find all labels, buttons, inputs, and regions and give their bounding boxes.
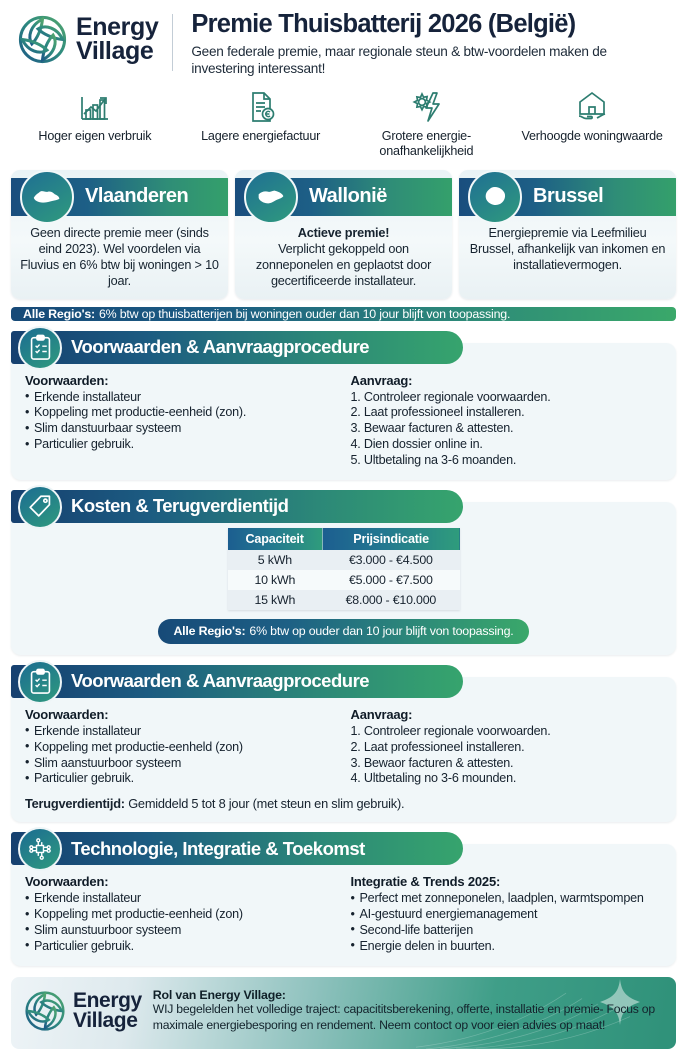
region-body-text: Verplicht gekoppeld oon zonneponelen en geplaotst door gecertificeerde installateur.: [255, 241, 432, 289]
section-header: [11, 665, 463, 698]
list-item: • Erkende installateur: [25, 724, 337, 740]
all-regions-pill-text: 6% btw op ouder dan 10 jour blijft von toopassing.: [249, 624, 514, 639]
wallonia-map-icon: [244, 170, 298, 224]
section-title: Kosten & Terugverdientijd: [71, 495, 289, 517]
list-item: • Energie delen in buurten.: [351, 939, 663, 955]
table-cell-capacity: 10 kWh: [228, 570, 323, 590]
table-cell-price: €8.000 - €10.000: [322, 590, 459, 610]
aanvraag-list: [351, 390, 663, 469]
flanders-map-icon: [20, 170, 74, 224]
table-header-cell: Capaciteit: [228, 528, 323, 550]
list-item: • Perfect met zonneponelen, laadplen, warmtspompen: [351, 891, 663, 907]
section-panel: [11, 502, 676, 655]
list-item: 4. Ultbetaling no 3-6 mounden.: [350, 771, 517, 786]
brand-line-2: Village: [73, 1008, 138, 1032]
terugverdientijd-note: [25, 796, 662, 811]
all-regions-pill-label: Alle Regio's:: [173, 624, 246, 639]
region-body: Geen directe premie meer (sinds eind 2023). Wel voordelen via Fluvius en 6% btw bij woningen > 10 joar.: [20, 225, 219, 289]
page-subtitle: Geen federale premie, maar regionale steun & btw-voordelen maken de investering interessant!: [191, 43, 607, 76]
region-header: [459, 178, 676, 216]
benefit-item: [178, 89, 344, 159]
circuit-chip-icon: [18, 827, 62, 871]
footer-text-block: [153, 987, 664, 1034]
all-regions-banner-text: 6% btw op thuisbatterijen bij woningen ouder dan 10 jour blijft von toopassing.: [98, 306, 511, 321]
house-hand-icon: [574, 89, 610, 125]
region-card-brussel[interactable]: [459, 170, 676, 299]
list-item: 4. Dien dossier online in.: [350, 437, 483, 452]
list-item: 1. Controleer regionale voorwoarden.: [350, 723, 551, 738]
column-title: Aanvraag:: [350, 372, 413, 388]
list-item: 1. Controleer regionale voorwaarden.: [350, 389, 551, 404]
section-column-left: [25, 373, 337, 469]
table-cell-capacity: 5 kWh: [228, 550, 323, 570]
note-text: Gemiddeld 5 tot 8 jour (met steun en slim gebruik).: [128, 796, 405, 812]
benefit-label: Hoger eigen verbruik: [38, 129, 152, 144]
section-header: [11, 490, 463, 523]
voorwaarden-list: [25, 891, 337, 954]
page-title: Premie Thuisbatterij 2026 (België): [191, 10, 576, 38]
region-lead: Actieve premie!: [297, 225, 390, 240]
brussels-map-icon: [468, 170, 522, 224]
aanvraag-list: [351, 724, 663, 787]
benefit-item: [344, 89, 510, 159]
table-cell-price: €3.000 - €4.500: [322, 550, 459, 570]
document-euro-icon: [243, 89, 279, 125]
list-item: 3. Bewaor facturen & attesten.: [350, 755, 514, 770]
footer-brand-wordmark: [73, 988, 142, 1032]
region-card-vlaanderen[interactable]: [11, 170, 228, 299]
header-divider: [172, 14, 173, 71]
region-header: [235, 178, 452, 216]
list-item: • Erkende installateur: [25, 891, 337, 907]
note-label: Terugverdientijd:: [25, 796, 125, 812]
section-kosten: [11, 490, 676, 655]
benefit-item: [12, 89, 178, 159]
list-item: • Koppeling met productie-eenheid (zon): [25, 907, 337, 923]
table-row: [228, 570, 460, 590]
list-item: • Erkende installateur: [25, 390, 337, 406]
regions-row: [0, 166, 687, 299]
trends-list: [351, 891, 663, 954]
benefit-label: Grotere energie-onafhankelijkheid: [379, 129, 474, 159]
section-column-left: [25, 707, 337, 787]
clipboard-check-icon: [18, 660, 62, 704]
benefit-label: Lagere energiefactuur: [201, 129, 321, 144]
list-item: • Slim danstuurbaar systeem: [25, 421, 337, 437]
region-header: [11, 178, 228, 216]
table-header-cell: Prijsindicatie: [322, 528, 459, 550]
list-item: • Koppeling met productie-eenheid (zon).: [25, 405, 337, 421]
list-item: 3. Bewaar facturen & attesten.: [350, 421, 514, 436]
list-item: • AI-gestuurd energiemanagement: [351, 907, 663, 923]
table-header-row: [228, 528, 460, 550]
section-column-right: [351, 373, 663, 469]
footer-body: WIJ begelelden het volledige traject: capacititsberekening, offerte, installatie en premie- Focus op maximale energiebesporing en rendement. Neem contoct op voor eien advies op maat!: [152, 1001, 655, 1032]
list-item: • Particulier gebruik.: [25, 771, 337, 787]
list-item: • Slim aunstuurboor systeem: [25, 923, 337, 939]
list-item: 2. Laat professioneel installeren.: [350, 405, 525, 420]
table-row: [228, 550, 460, 570]
gear-lightning-icon: [408, 89, 444, 125]
all-regions-pill-banner: [158, 619, 528, 644]
section-panel: [11, 677, 676, 822]
section-technologie: [11, 832, 676, 965]
page-footer: [11, 977, 676, 1049]
region-body: Energiepremie via Leefmilieu Brussel, afhankelijk van inkomen en installatievermogen.: [469, 225, 666, 273]
energy-village-leaf-icon: [23, 989, 67, 1033]
voorwaarden-list: [25, 724, 337, 787]
clipboard-check-icon: [18, 326, 62, 370]
table-cell-capacity: 15 kWh: [228, 590, 323, 610]
region-name: Vlaanderen: [85, 185, 189, 208]
section-column-right: [351, 707, 663, 787]
title-block: [191, 10, 673, 77]
chart-growth-icon: [77, 89, 113, 125]
list-item: 5. Ultbetaling na 3-6 moanden.: [350, 452, 517, 467]
section-voorwaarden-1: [11, 331, 676, 480]
brand-line-2: Village: [76, 36, 154, 65]
energy-village-leaf-icon: [16, 13, 69, 66]
brand-logo: [16, 10, 158, 66]
region-name: Brussel: [533, 185, 604, 208]
list-item: • Koppeling met productie-eenheld (zon): [25, 740, 337, 756]
footer-title: Rol van Energy Village:: [152, 987, 286, 1002]
brand-line-1: Energy: [73, 988, 142, 1012]
list-item: • Particulier gebruik.: [25, 437, 337, 453]
benefit-item: [509, 89, 675, 159]
column-title: Integratie & Trends 2025:: [350, 874, 501, 890]
brand-line-1: Energy: [76, 13, 159, 41]
benefit-label: Verhoogde woningwaarde: [521, 129, 663, 144]
list-item: • Particulier gebruik.: [25, 939, 337, 955]
table-cell-price: €5.000 - €7.500: [322, 570, 459, 590]
section-title: Voorwaarden & Aanvraagprocedure: [71, 670, 370, 692]
page-header: [0, 0, 687, 81]
all-regions-banner: [11, 307, 676, 321]
section-title: Technologie, Integratie & Toekomst: [71, 837, 365, 859]
section-title: Voorwaarden & Aanvraagprocedure: [71, 336, 370, 358]
section-column-left: [25, 874, 337, 954]
table-row: [228, 590, 460, 610]
benefits-row: [0, 81, 687, 165]
region-body: [235, 216, 452, 290]
column-title: Voorwaarden:: [25, 372, 109, 388]
list-item: • Slim aanstuurboor systeem: [25, 756, 337, 772]
column-title: Voorwaarden:: [25, 706, 109, 722]
all-regions-banner-label: Alle Regio's:: [23, 306, 95, 321]
price-tag-icon: [18, 485, 62, 529]
voorwaarden-list: [25, 390, 337, 453]
section-column-right: [351, 874, 663, 954]
section-header: [11, 331, 463, 364]
column-title: Voorwaarden:: [25, 874, 109, 890]
list-item: 2. Laat professioneel installeren.: [350, 739, 525, 754]
region-name: Wallonië: [309, 185, 387, 208]
region-card-wallonie[interactable]: [235, 170, 452, 299]
brand-wordmark: [76, 13, 159, 65]
section-header: [11, 832, 463, 865]
section-voorwaarden-2: [11, 665, 676, 822]
list-item: • Second-life batterijen: [351, 923, 663, 939]
footer-brand-logo: [23, 987, 142, 1033]
price-table: [228, 528, 460, 610]
column-title: Aanvraag:: [350, 706, 413, 722]
